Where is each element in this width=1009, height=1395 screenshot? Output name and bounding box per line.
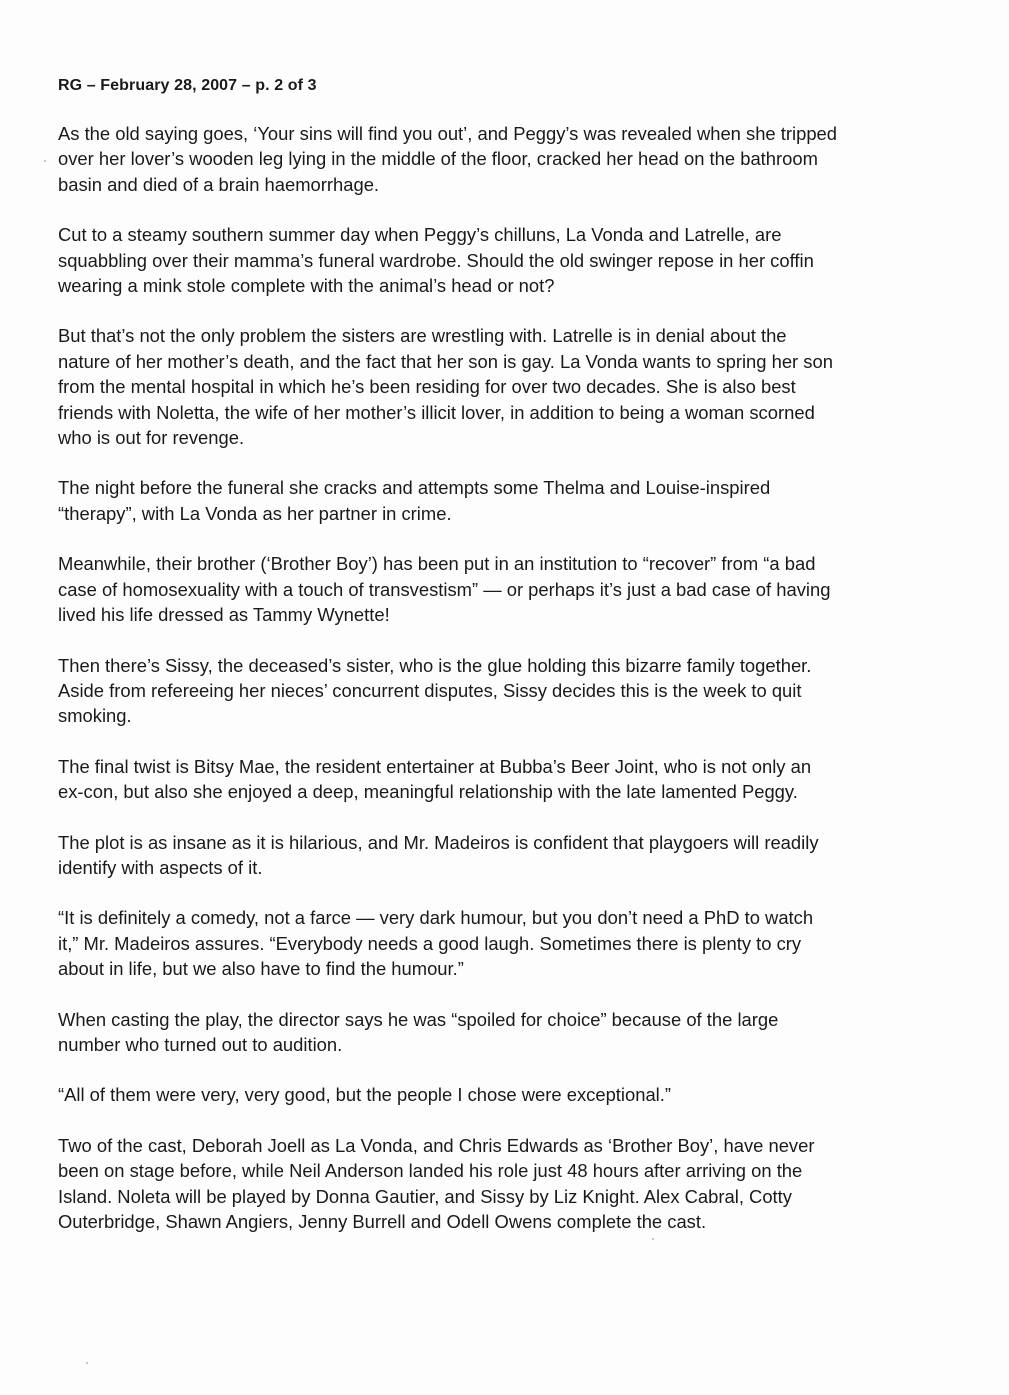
paragraph-1: As the old saying goes, ‘Your sins will find you out’, and Peggy’s was revealed when she tripped over her lover’s wooden leg lying in the middle of the floor, cracked her head on the bathroom basin and died of a brain haemorrhage. — [58, 123, 838, 195]
paragraph-2: Cut to a steamy southern summer day when Peggy’s chilluns, La Vonda and Latrelle, are squabbling over their mamma’s funeral wardrobe. Should the old swinger repose in her coffin wearing a mink stole complete with the animal’s head or not? — [58, 224, 814, 297]
paragraph-4: The night before the funeral she cracks and attempts some Thelma and Louise-inspired “therapy”, with La Vonda as her partner in crime. — [58, 477, 771, 524]
paragraph-3: But that’s not the only problem the sisters are wrestling with. Latrelle is in denial about the nature of her mother’s death, and the fact that her son is gay. La Vonda wants to spring her son from the mental hospital in which he’s been residing for over two decades. She is also best friends with Noletta, the wife of her mother’s illicit lover, in addition to being a woman scorned who is out for revenge. — [58, 325, 833, 449]
scan-speck — [652, 1238, 654, 1240]
paragraph-9: “It is definitely a comedy, not a farce — very dark humour, but you don’t need a PhD to watch it,” Mr. Madeiros assures. “Everybody needs a good laugh. Sometimes there is plenty to cry about in life, but we also have to find the humour.” — [58, 907, 814, 980]
paragraph-5: Meanwhile, their brother (‘Brother Boy’) has been put in an institution to “recover” from “a bad case of homosexuality with a touch of transvestism” — or perhaps it’s just a bad case of having lived his life dressed as Tammy Wynette! — [58, 553, 831, 626]
paragraph-10: When casting the play, the director says he was “spoiled for choice” because of the large number who turned out to audition. — [58, 1008, 779, 1055]
scan-speck — [44, 160, 46, 162]
paragraph-12: Two of the cast, Deborah Joell as La Vonda, and Chris Edwards as ‘Brother Boy’, have never been on stage before, while Neil Anderson landed his role just 48 hours after arriving on the Island. Noleta will be played by Donna Gautier, and Sissy by Liz Knight. Alex Cabral, Cotty Outerbridge, Shawn Angiers, Jenny Burrell and Odell Owens complete the cast. — [58, 1134, 815, 1232]
page-header: RG – February 28, 2007 – p. 2 of 3 — [58, 77, 317, 94]
paragraph-8: The plot is as insane as it is hilarious, and Mr. Madeiros is confident that playgoers will readily identify with aspects of it. — [58, 831, 819, 878]
paragraph-7: The final twist is Bitsy Mae, the resident entertainer at Bubba’s Beer Joint, who is not only an ex-con, but also she enjoyed a deep, meaningful relationship with the late lamented Peggy. — [58, 755, 812, 803]
paragraph-11: “All of them were very, very good, but the people I chose were exceptional.” — [58, 1084, 671, 1106]
paragraph-6: Then there’s Sissy, the deceased’s sister, who is the glue holding this bizarre family together. Aside from refereeing her nieces’ concurrent disputes, Sissy decides this is the week to quit smoking. — [58, 654, 812, 727]
scan-speck — [86, 1362, 88, 1364]
article-body — [58, 121, 958, 1259]
